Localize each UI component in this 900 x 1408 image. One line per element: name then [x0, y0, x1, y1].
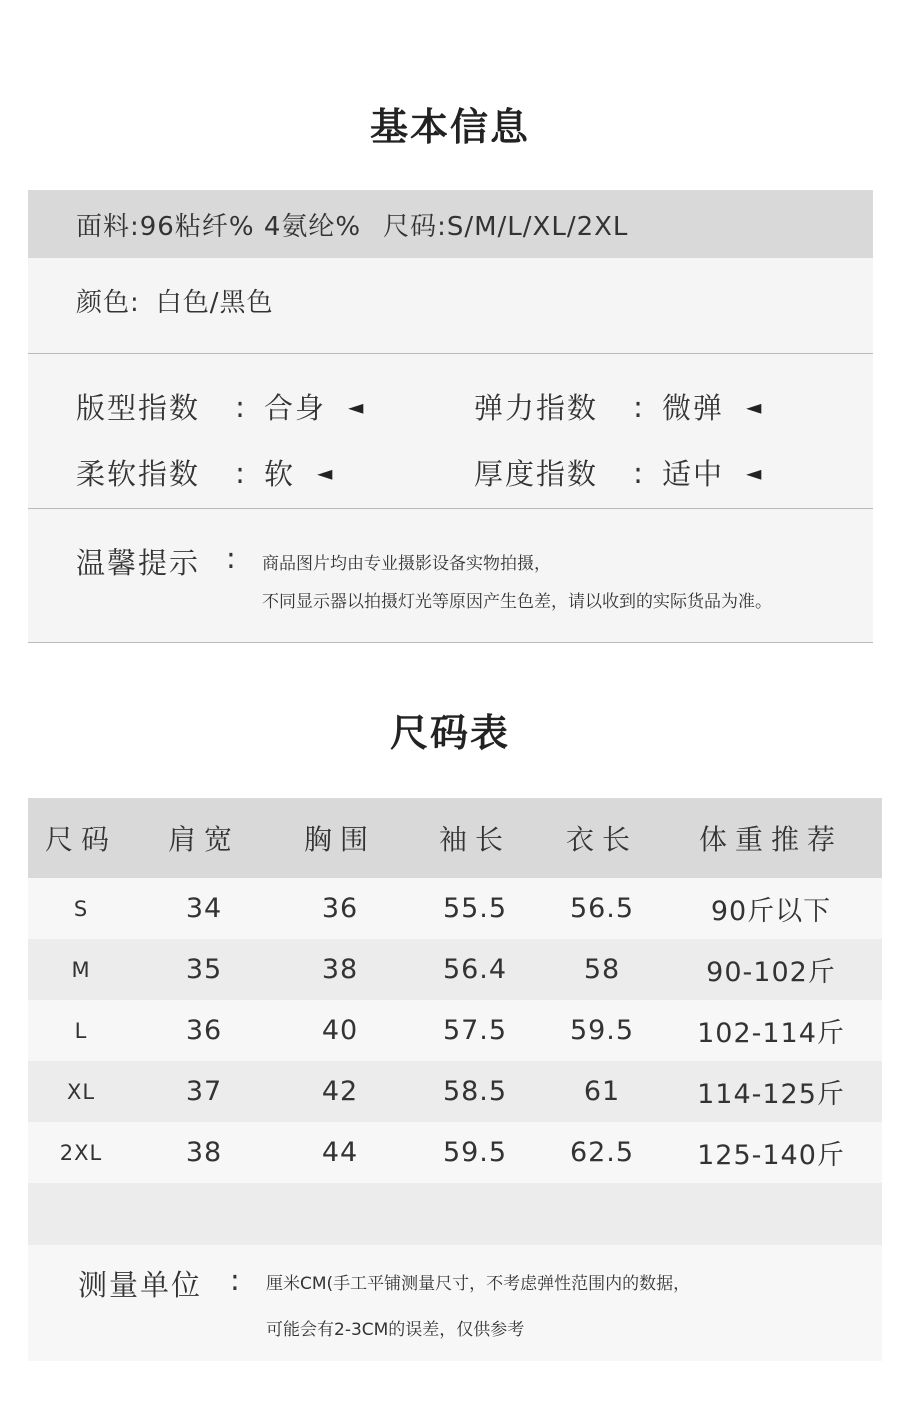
left-arrow-icon: ◄: [746, 394, 762, 419]
left-arrow-icon: ◄: [746, 460, 762, 485]
index-panel: [28, 353, 873, 509]
size-text: 尺码:S/M/L/XL/2XL: [383, 211, 629, 242]
table-cell: 34: [134, 878, 274, 939]
color-label: 颜色:: [76, 288, 140, 318]
header-shoulder: 肩宽: [134, 798, 274, 878]
measure-label: 测量单位: [78, 1268, 203, 1302]
table-cell: 59.5: [406, 1122, 544, 1183]
index-colon: :: [633, 389, 643, 424]
table-cell: 40: [274, 1000, 406, 1061]
basic-info-title: 基本信息: [369, 105, 530, 149]
index-colon: :: [235, 389, 245, 424]
softness-index: [76, 452, 332, 493]
table-cell: 55.5: [406, 878, 544, 939]
table-cell: 35: [134, 939, 274, 1000]
table-cell: 58: [544, 939, 660, 1000]
color-value: 白色/黑色: [155, 288, 274, 318]
table-cell: 62.5: [544, 1122, 660, 1183]
table-cell: 125-140斤: [660, 1122, 882, 1183]
elasticity-index: [474, 386, 761, 427]
tips-panel: [28, 509, 873, 643]
table-cell: 36: [274, 878, 406, 939]
table-cell: 114-125斤: [660, 1061, 882, 1122]
table-row: [28, 1061, 882, 1122]
left-arrow-icon: ◄: [348, 394, 364, 419]
index-value: 适中: [662, 457, 725, 491]
table-row: [28, 1122, 882, 1183]
table-cell: 2XL: [28, 1122, 134, 1183]
table-row: [28, 1000, 882, 1061]
measure-panel: [28, 1245, 882, 1361]
measure-line-1: 厘米CM(手工平铺测量尺寸，不考虑弹性范围内的数据，: [266, 1274, 691, 1294]
measure-line-2: 可能会有2-3CM的误差，仅供参考: [266, 1320, 525, 1340]
index-label: 版型指数: [76, 391, 201, 425]
size-chart-title: 尺码表: [389, 711, 510, 755]
blank-band: [28, 1183, 882, 1245]
index-label: 厚度指数: [474, 457, 599, 491]
tips-label: 温馨提示: [76, 546, 201, 580]
table-cell: 56.5: [544, 878, 660, 939]
table-cell: L: [28, 1000, 134, 1061]
header-sleeve: 袖长: [406, 798, 544, 878]
header-size: 尺码: [28, 798, 134, 878]
tips-line-1: 商品图片均由专业摄影设备实物拍摄，: [262, 554, 551, 574]
tips-colon: :: [226, 541, 236, 575]
table-cell: S: [28, 878, 134, 939]
size-table: [28, 798, 882, 1183]
table-cell: 37: [134, 1061, 274, 1122]
header-chest: 胸围: [274, 798, 406, 878]
table-cell: 90-102斤: [660, 939, 882, 1000]
index-colon: :: [633, 455, 643, 490]
table-cell: 44: [274, 1122, 406, 1183]
table-cell: 58.5: [406, 1061, 544, 1122]
table-cell: 57.5: [406, 1000, 544, 1061]
table-cell: 38: [134, 1122, 274, 1183]
table-header-row: [28, 798, 882, 878]
table-row: [28, 939, 882, 1000]
fit-index: [76, 386, 363, 427]
index-colon: :: [235, 455, 245, 490]
index-value: 软: [264, 457, 296, 491]
tips-line-2: 不同显示器以拍摄灯光等原因产生色差，请以收到的实际货品为准。: [262, 592, 772, 612]
table-cell: 56.4: [406, 939, 544, 1000]
table-cell: 38: [274, 939, 406, 1000]
left-arrow-icon: ◄: [317, 460, 333, 485]
index-value: 微弹: [662, 391, 725, 425]
table-cell: M: [28, 939, 134, 1000]
table-cell: 59.5: [544, 1000, 660, 1061]
table-cell: 61: [544, 1061, 660, 1122]
fabric-text: 面料:96粘纤% 4氨纶%: [76, 211, 362, 242]
index-label: 柔软指数: [76, 457, 201, 491]
fabric-size-row: [28, 190, 873, 258]
table-cell: XL: [28, 1061, 134, 1122]
header-length: 衣长: [544, 798, 660, 878]
color-row: [28, 258, 873, 353]
table-cell: 90斤以下: [660, 878, 882, 939]
header-weight: 体重推荐: [660, 798, 882, 878]
table-cell: 102-114斤: [660, 1000, 882, 1061]
table-cell: 42: [274, 1061, 406, 1122]
index-label: 弹力指数: [474, 391, 599, 425]
measure-colon: :: [230, 1263, 240, 1297]
index-value: 合身: [264, 391, 327, 425]
table-cell: 36: [134, 1000, 274, 1061]
table-row: [28, 878, 882, 939]
thickness-index: [474, 452, 761, 493]
